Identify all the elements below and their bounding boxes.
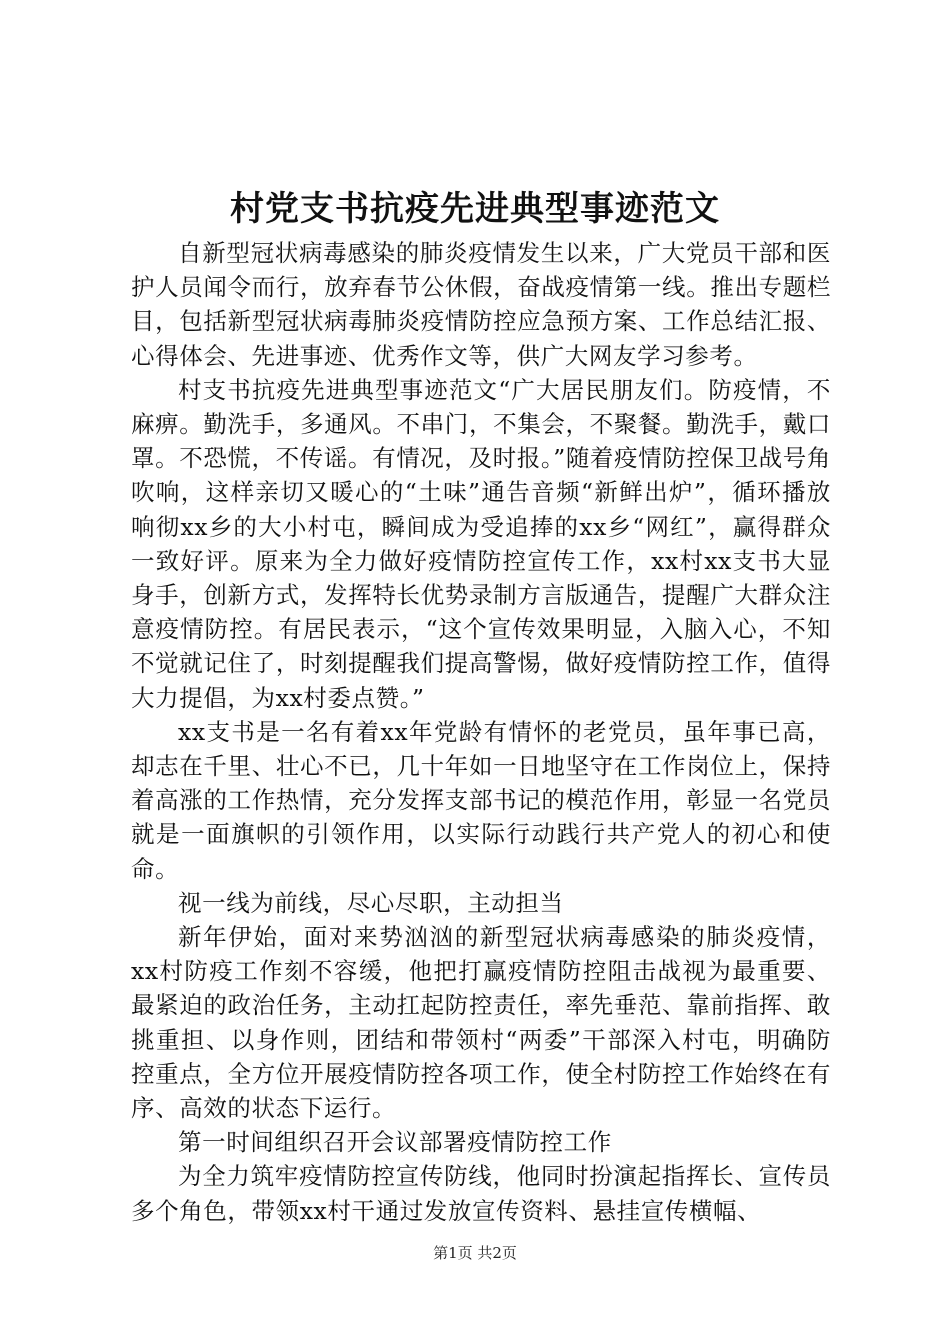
section-heading: 视一线为前线，尽心尽职，主动担当 bbox=[178, 888, 564, 917]
paragraph: 村支书抗疫先进典型事迹范文“广大居民朋友们。防疫情，不麻痹。勤洗手，多通风。不串门，不集会，不聚餐。勤洗手，戴口罩。不恐慌，不传谣。有情况，及时报。”随着疫情防控保卫战号角吹响，这样亲切又暖心的“土味”通告音频“新鲜出炉”，循环播放响彻xx乡的大小村屯，瞬间成为受追捧的xx乡“网红”，赢得群众一致好评。原来为全力做好疫情防控宣传工作，xx村xx支书大显身手，创新方式，发挥特长优势录制方言版通告，提醒广大群众注意疫情防控。有居民表示，“这个宣传效果明显，入脑入心，不知不觉就记住了，时刻提醒我们提高警惕，做好疫情防控工作，值得大力提倡，为xx村委点赞。” bbox=[131, 375, 831, 712]
paragraph: 为全力筑牢疫情防控宣传防线，他同时扮演起指挥长、宣传员多个角色，带领xx村干通过发放宣传资料、悬挂宣传横幅、 bbox=[131, 1162, 831, 1225]
paragraph: xx支书是一名有着xx年党龄有情怀的老党员，虽年事已高，却志在千里、壮心不已，几十年如一日地坚守在工作岗位上，保持着高涨的工作热情，充分发挥支部书记的模范作用，彰显一名党员就是一面旗帜的引领作用，以实际行动践行共产党人的初心和使命。 bbox=[131, 717, 831, 883]
page-footer: 第1页 共2页 bbox=[433, 1244, 517, 1262]
document-title: 村党支书抗疫先进典型事迹范文 bbox=[230, 189, 720, 229]
paragraph: 自新型冠状病毒感染的肺炎疫情发生以来，广大党员干部和医护人员闻令而行，放弃春节公休假，奋战疫情第一线。推出专题栏目，包括新型冠状病毒肺炎疫情防控应急预方案、工作总结汇报、心得体会、先进事迹、优秀作文等，供广大网友学习参考。 bbox=[131, 239, 831, 370]
document-body bbox=[131, 236, 831, 1228]
paragraph: 新年伊始，面对来势汹汹的新型冠状病毒感染的肺炎疫情，xx村防疫工作刻不容缓，他把打赢疫情防控阻击战视为最重要、最紧迫的政治任务，主动扛起防控责任，率先垂范、靠前指挥、敢挑重担、以身作则，团结和带领村“两委”干部深入村屯，明确防控重点，全方位开展疫情防控各项工作，使全村防控工作始终在有序、高效的状态下运行。 bbox=[131, 923, 831, 1123]
section-heading: 第一时间组织召开会议部署疫情防控工作 bbox=[178, 1128, 612, 1157]
